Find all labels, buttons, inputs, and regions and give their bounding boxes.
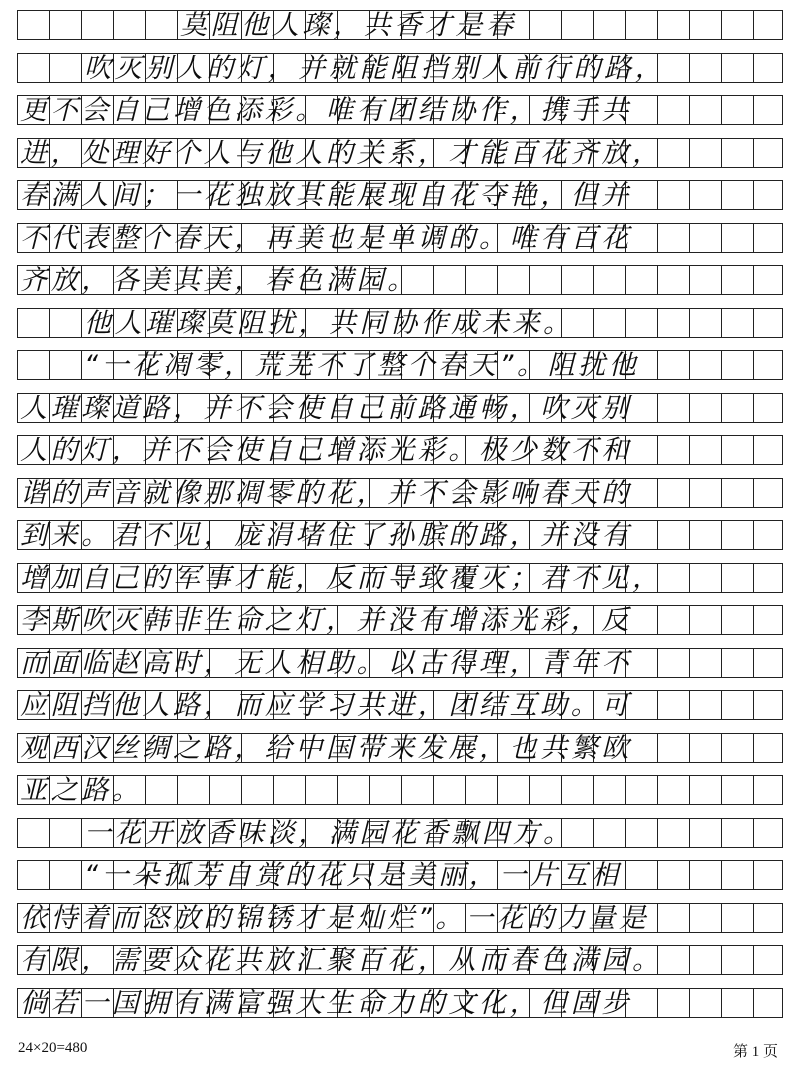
- essay-line: 进，处理好个人与他人的关系，才能百花齐放，: [17, 138, 783, 168]
- page-number-label: 第 1 页: [732, 1044, 778, 1060]
- essay-grid-sheet: [17, 10, 783, 1034]
- essay-line: 吹灭别人的灯，并就能阻挡别人前行的路，: [17, 53, 783, 83]
- essay-line: “一花凋零，荒芜不了整个春天”。阻扰他: [17, 350, 783, 380]
- essay-line: 观西汉丝绸之路，给中国带来发展，也共繁欧: [17, 733, 783, 763]
- essay-line: 人的灯，并不会使自己增添光彩。极少数不和: [17, 435, 783, 465]
- essay-line: 而面临赵高时，无人相助。以古得理，青年不: [17, 648, 783, 678]
- essay-title: 莫阻他人璨，共香才是春: [17, 10, 783, 40]
- essay-line: “一朵孤芳自赏的花只是美丽，一片互相: [17, 860, 783, 890]
- essay-line: 倘若一国拥有满富强大生命力的文化，但固步: [17, 988, 783, 1018]
- essay-line: 依恃着而怒放的锦锈才是灿烂”。一花的力量是: [17, 903, 783, 933]
- essay-line: 他人璀璨莫阻扰，共同协作成未来。: [17, 308, 783, 338]
- essay-line: 有限，需要众花共放汇聚百花，从而春色满园。: [17, 945, 783, 975]
- essay-line: 春满人间；一花独放其能展现自花夺艳，但并: [17, 180, 783, 210]
- essay-line: 李斯吹灭韩非生命之灯，并没有增添光彩，反: [17, 605, 783, 635]
- essay-line: 到来。君不见，庞涓堵住了孙膑的路，并没有: [17, 520, 783, 550]
- essay-line: 亚之路。: [17, 775, 783, 805]
- essay-line: 人璀璨道路，并不会使自己前路通畅，吹灭别: [17, 393, 783, 423]
- essay-line: 谐的声音就像那凋零的花，并不会影响春天的: [17, 478, 783, 508]
- essay-line: 应阻挡他人路，而应学习共进，团结互助。可: [17, 690, 783, 720]
- essay-line: 增加自己的军事才能，反而导致覆灭；君不见，: [17, 563, 783, 593]
- essay-line: 不代表整个春天，再美也是单调的。唯有百花: [17, 223, 783, 253]
- grid-count-label: 24×20=480: [18, 1040, 88, 1056]
- essay-line: 齐放，各美其美，春色满园。: [17, 265, 783, 295]
- essay-line: 更不会自己增色添彩。唯有团结协作，携手共: [17, 95, 783, 125]
- essay-line: 一花开放香味淡，满园花香飘四方。: [17, 818, 783, 848]
